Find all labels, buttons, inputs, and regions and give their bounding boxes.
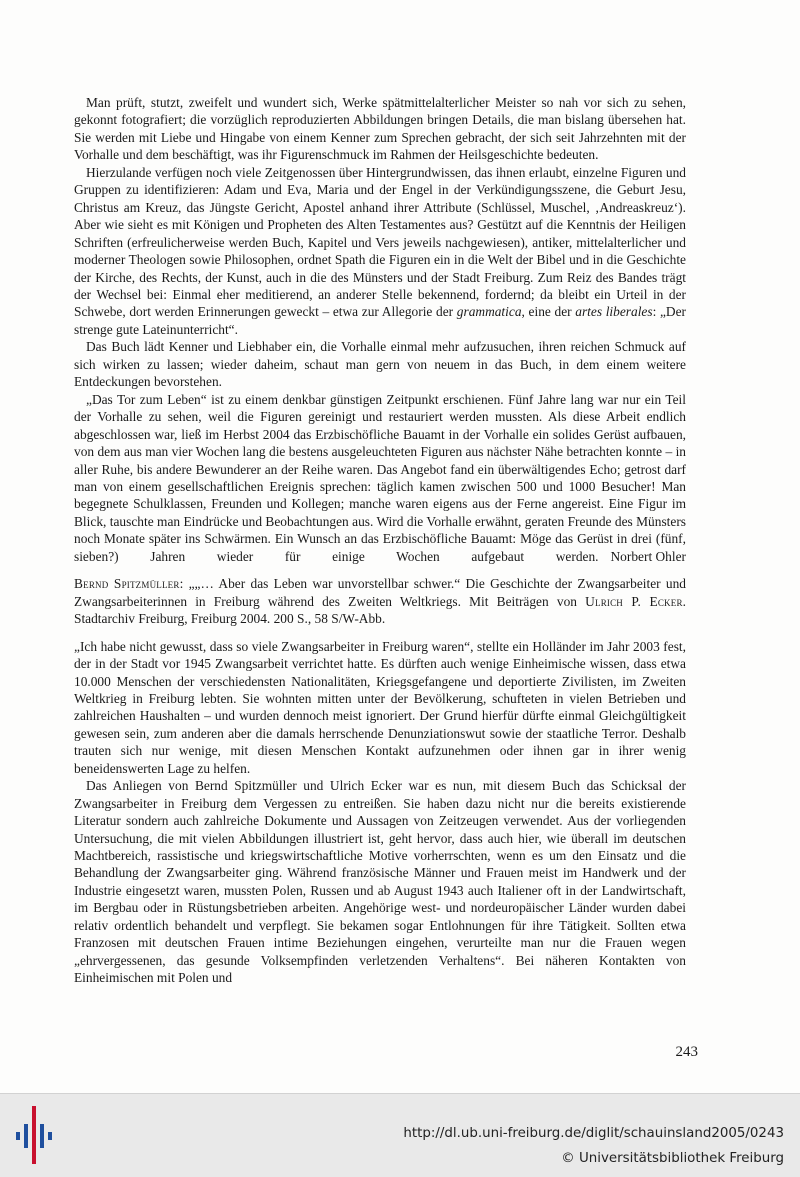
footer-url-link[interactable]: http://dl.ub.uni-freiburg.de/diglit/schauinsland2005/0243 <box>403 1126 784 1141</box>
review2-contributor: Ulrich P. Ecker <box>585 593 683 609</box>
library-logo-icon <box>16 1104 52 1166</box>
review2-paragraph-1: „Ich habe nicht gewusst, dass so viele Zwangsarbeiter in Freiburg waren“, stellte ein Holländer im Jahr 2003 fest, der in der Stadt vor 1945 Zwangsarbeit verrichtet hatte. Es dürften auch wenige Einheimische wissen, dass etwa 10.000 Menschen der verschiedensten Nationalitäten, Kriegsgefangene und deportierte Zivilisten, im Zweiten Weltkrieg in Freiburg lebten. Sie wohnten mitten unter der Bevölkerung, schufteten in vielen Betrieben und zahlreichen Haushalten – und wurden dennoch meist ignoriert. Der Grund hierfür dürfte einmal Gleichgültigkeit gewesen sein, zum anderen aber die damals herrschende Denunziationswut sowie der staatliche Terror. Deshalb trauten sich nur wenige, mit diesen Menschen Kontakt aufzunehmen oder ihnen gar in ihrer wenig beneidenswerten Lage zu helfen. <box>74 638 686 776</box>
review1-signature: Norbert Ohler <box>610 548 686 564</box>
review1-paragraph-2 <box>74 164 686 339</box>
page-text-block <box>74 94 686 987</box>
review2-author: Bernd Spitzmüller <box>74 576 180 592</box>
review1-paragraph-4-text: „Das Tor zum Leben“ ist zu einem denkbar günstigen Zeitpunkt erschienen. Fünf Jahre lang war nur ein Teil der Vorhalle zu sehen, weil die Figuren gereinigt und restauriert werden mussten. Als diese Arbeit endlich abgeschlossen war, ließ im Herbst 2004 das Erzbischöfliche Bauamt in der Vorhalle ein solides Gerüst aufbauen, von dem aus man vier Wochen lang die bestens ausgeleuchteten Figuren aus nächster Nähe betrachten konnte – in aller Ruhe, bis andere Bewunderer an der Reihe waren. Das Angebot fand ein überwältigendes Echo; getrost darf man von einem gesellschaftlichen Ereignis sprechen: täglich kamen zwischen 500 und 1000 Besucher! Man begegnete Schulklassen, Freunden und Kollegen; manche waren eigens aus der Ferne angereist. Eine Figur im Blick, tauschte man Eindrücke und Beobachtungen aus. Wird die Vorhalle erwähnt, geraten Freunde des Münsters noch Monate später ins Schwärmen. Ein Wunsch an das Erzbischöfliche Bauamt: Möge das Gerüst in drei (fünf, sieben?) Jahren wieder für einige Wochen aufgebaut werden. <box>74 391 686 564</box>
review2-heading-text-a: : „„… Aber das Leben war unvorstellbar schwer.“ Die Geschichte der Zwangsarbeiter und Zwangsarbeiterinnen in Freiburg während des Zweiten Weltkriegs. Mit Beiträgen von <box>74 576 686 609</box>
review1-italic-artes-liberales: artes liberales <box>575 304 653 320</box>
page-number: 243 <box>675 1044 698 1060</box>
review1-paragraph-2-text-b: , eine der <box>521 304 576 320</box>
review1-paragraph-2-text-c: : „Der strenge gute Lateinunterricht“. <box>74 304 686 337</box>
footer-bar <box>0 1093 800 1177</box>
review1-italic-grammatica: grammatica <box>456 304 522 320</box>
review1-paragraph-1: Man prüft, stutzt, zweifelt und wundert sich, Werke spätmittelalterlicher Meister so nah vor sich zu sehen, gekonnt fotografiert; die vorzüglich reproduzierten Abbildungen bringen Details, die man bislang übersehen hat. Sie werden mit Liebe und Hingabe von einem Kenner zum Sprechen gebracht, der sich seit Jahrzehnten mit der Vorhalle und dem beschäftigt, was ihr Figurenschmuck im Rahmen der Heilsgeschichte bedeuten. <box>74 95 686 163</box>
review2-heading <box>74 575 686 627</box>
review1-paragraph-2-text-a: Hierzulande verfügen noch viele Zeitgenossen über Hintergrundwissen, das ihnen erlaubt, einzelne Figuren und Gruppen zu identifizieren: Adam und Eva, Maria und der Engel in der Verkündigungsszene, die Geburt Jesu, Christus am Kreuz, das Jüngste Gericht, Apostel anhand ihrer Attribute (Schlüssel, Muschel, ‚Andreaskreuz‘). Aber wie sieht es mit Königen und Propheten des Alten Testamentes aus? Gestützt auf die Kenntnis der Heiligen Schriften (erfreulicherweise werden Buch, Kapitel und Vers jeweils nachgewiesen), antiker, mittelalterlicher und moderner Theologen sowie Philosophen, ordnet Spath die Figuren ein in die Welt der Bibel und in die Geschichte der Kirche, des Rechts, der Kunst, auch in die des Münsters und der Stadt Freiburg. Zum Reiz des Bandes trägt der Wechsel bei: Einmal eher meditierend, an anderer Stelle bekennend, fordernd; da bleibt ein Urteil in der Schwebe, dort werden Erinnerungen geweckt – etwa zur Allegorie der <box>74 164 686 320</box>
review1-paragraph-4 <box>74 391 686 566</box>
review2-heading-text-b: . Stadtarchiv Freiburg, Freiburg 2004. 200 S., 58 S/W-Abb. <box>74 593 687 627</box>
review1-paragraph-3: Das Buch lädt Kenner und Liebhaber ein, die Vorhalle einmal mehr aufzusuchen, ihren reichen Schmuck auf sich wirken zu lassen; wieder daheim, schaut man gern von neuem in das Buch, in dem einem weitere Entdeckungen bevorstehen. <box>74 339 686 390</box>
footer-copyright: © Universitätsbibliothek Freiburg <box>561 1151 784 1166</box>
review2-paragraph-2: Das Anliegen von Bernd Spitzmüller und Ulrich Ecker war es nun, mit diesem Buch das Schicksal der Zwangsarbeiter in Freiburg dem Vergessen zu entreißen. Sie haben dazu nicht nur die bereits existierende Literatur sondern auch zahlreiche Dokumente und Aussagen von Zeitzeugen verwendet. Aus der vorliegenden Untersuchung, die mit vielen Abbildungen illustriert ist, geht hervor, dass auch hier, wie überall im deutschen Machtbereich, rassistische und kriegswirtschaftliche Motive vorherrschten, wenn es um den Einsatz und die Behandlung der Zwangsarbeiter ging. Während französische Männer und Frauen meist im Handwerk und der Industrie eingesetzt waren, mussten Polen, Russen und ab August 1943 auch Italiener oft in der Landwirtschaft, im Bergbau oder in Rüstungsbetrieben arbeiten. Angehörige west- und nordeuropäischer Länder wurden dabei relativ ordentlich behandelt und verpflegt. Sie bekamen sogar Entlohnungen für ihre Tätigkeit. Sollten etwa Franzosen mit deutschen Frauen intime Beziehungen eingehen, verurteilte man nur die Frauen wegen „ehrvergessenen, das gesunde Volksempfinden verletzenden Verhaltens“. Bei näheren Kontakten von Einheimischen mit Polen und <box>74 778 686 986</box>
